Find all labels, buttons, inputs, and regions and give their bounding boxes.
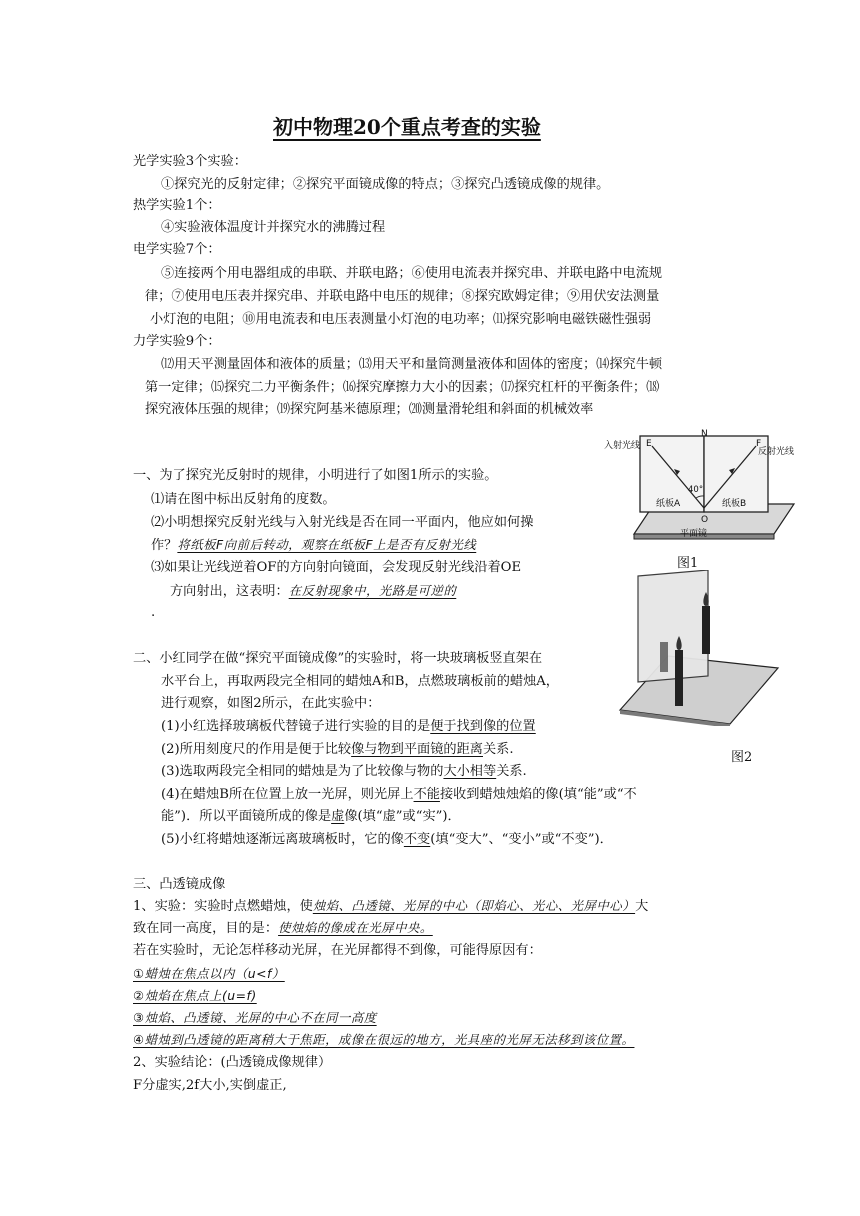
figure-2-caption: 图2 [731, 750, 753, 765]
q3-line2-text: 致在同一高度，目的是： [133, 921, 279, 936]
q1-part3-answer: 在反射现象中，光路是可逆的 [288, 583, 457, 598]
q2-sub5-answer: 不变 [403, 832, 431, 847]
q3-line3: 若在实验时，无论怎样移动光屏，在光屏都得不到像，可能得原因有： [133, 943, 542, 958]
q2-sub3-answer: 大小相等 [443, 764, 497, 779]
q2-sub4b-text: 能”)．所以平面镜所成的像是 [161, 809, 332, 824]
q2-sub4-suffix: 接收到蜡烛烛焰的像(填“能”或“不 [439, 787, 637, 802]
figure-1-reflection-diagram [604, 426, 796, 546]
reflected-label: 反射光线 [758, 447, 795, 457]
mechanics-items-line3: 探究液体压强的规律；⒆探究阿基米德原理；⒇测量滑轮组和斜面的机械效率 [145, 402, 594, 417]
q2-line3: 进行观察，如图2所示，在此实验中： [161, 696, 381, 711]
q1-part1: ⑴请在图中标出反射角的度数。 [151, 492, 336, 507]
candle-b [702, 606, 710, 654]
q2-sub4-continued [161, 807, 461, 827]
electric-items-line2: 律；⑦使用电压表并探究串、并联电路中电压的规律；⑧探究欧姆定律；⑨用伏安法测量 [145, 289, 660, 304]
mechanics-items-line2: 第一定律；⒂探究二力平衡条件；⒃探究摩擦力大小的因素；⒄探究杠杆的平衡条件；⒅ [145, 380, 660, 395]
optics-heading: 光学实验3个实验： [133, 154, 247, 169]
q3-reason-1: ①蜡烛在焦点以内（u<f） [133, 966, 285, 981]
mechanics-items-line1: ⑿用天平测量固体和液体的质量；⒀用天平和量筒测量液体和固体的密度；⒁探究牛顿 [161, 357, 663, 372]
point-f-label: F [756, 439, 762, 449]
q1-part2-answer: 将纸板F向前后转动，观察在纸板F上是否有反射光线 [177, 537, 477, 552]
optics-items: ①探究光的反射定律；②探究平面镜成像的特点；③探究凸透镜成像的规律。 [161, 177, 610, 192]
q3-reason-2: ②烛焰在焦点上(u=f) [133, 988, 257, 1003]
q3-line2 [133, 918, 433, 939]
candle-image [660, 642, 668, 672]
mechanics-heading: 力学实验9个： [133, 334, 221, 349]
q3-line1 [133, 896, 648, 917]
q2-sub3 [161, 762, 527, 782]
q2-sub1-text: (1)小红选择玻璃板代替镜子进行实验的目的是 [161, 719, 431, 734]
q3-line4: 2、实验结论：(凸透镜成像规律） [133, 1055, 332, 1070]
q2-heading: 二、小红同学在做“探究平面镜成像”的实验时，将一块玻璃板竖直架在 [133, 651, 543, 666]
q1-heading: 一、为了探究光反射时的规律，小明进行了如图1所示的实验。 [133, 468, 498, 483]
q1-part2-answer-line [151, 535, 476, 556]
point-o-label: O [701, 515, 709, 525]
electric-items-line1: ⑤连接两个用电器组成的串联、并联电路；⑥使用电流表并探究串、并联电路中电流规 [161, 266, 663, 281]
q2-sub2 [161, 740, 514, 760]
q1-part3-prefix: 方向射出，这表明： [170, 584, 289, 599]
q3-line1-answer: 烛焰、凸透镜、光屏的中心（即焰心、光心、光屏中心） [312, 898, 636, 913]
q2-sub5-text: (5)小红将蜡烛逐渐远离玻璃板时，它的像 [161, 832, 404, 847]
electric-heading: 电学实验7个： [133, 242, 221, 257]
q2-sub4 [161, 785, 637, 805]
board-a-label: 纸板A [656, 499, 681, 509]
q3-line5: F分虚实,2f大小,实倒虚正, [133, 1078, 287, 1093]
q2-sub1 [161, 717, 536, 737]
board-b-label: 纸板B [722, 499, 747, 509]
q1-period: . [151, 605, 156, 620]
page-title: 初中物理20个重点考查的实验 [273, 115, 541, 139]
point-n-label: N [701, 429, 708, 439]
q2-sub5-suffix: (填“变大”、“变小”或“不变”)． [430, 832, 613, 847]
figure-1-caption: 图1 [677, 556, 699, 571]
q3-line1-suffix: 大 [635, 899, 649, 914]
q2-sub3-text: (3)选取两段完全相同的蜡烛是为了比较像与物的 [161, 764, 444, 779]
q2-sub1-answer: 便于找到像的位置 [430, 719, 536, 734]
q3-line1-text: 1、实验：实验时点燃蜡烛，使 [133, 899, 313, 914]
q3-reason-4: ④蜡烛到凸透镜的距离稍大于焦距，成像在很远的地方，光具座的光屏无法移到该位置。 [133, 1032, 635, 1047]
q2-sub4-text: (4)在蜡烛B所在位置上放一光屏，则光屏上 [161, 787, 414, 802]
incident-label: 入射光线 [604, 441, 641, 451]
q2-sub2-suffix: 关系. [483, 742, 514, 757]
q1-part3-answer-line [170, 581, 456, 602]
q3-line2-answer: 使烛焰的像成在光屏中央。 [278, 920, 433, 935]
figure-2-candle-mirror-diagram [618, 570, 780, 726]
electric-items-line3: 小灯泡的电阻；⑩用电流表和电压表测量小灯泡的电功率；⑾探究影响电磁铁磁性强弱 [150, 312, 652, 327]
angle-label: 40° [688, 485, 704, 495]
q2-sub2-answer: 像与物到平面镜的距离 [351, 742, 483, 757]
q2-sub4-answer: 不能 [413, 787, 440, 802]
q3-heading: 三、凸透镜成像 [133, 877, 226, 892]
candle-a [675, 650, 683, 706]
point-e-label: E [646, 439, 652, 449]
glass-plate [638, 570, 708, 682]
q2-sub4b-answer: 虚 [331, 809, 345, 824]
q1-part2-prefix: 作？ [151, 538, 178, 553]
q2-line2: 水平台上，再取两段完全相同的蜡烛A和B，点燃玻璃板前的蜡烛A， [161, 674, 559, 689]
q2-sub3-suffix: 关系. [496, 764, 527, 779]
q1-part2: ⑵小明想探究反射光线与入射光线是否在同一平面内，他应如何操 [151, 515, 534, 530]
q2-sub2-text: (2)所用刻度尺的作用是便于比较 [161, 742, 352, 757]
heat-heading: 热学实验1个： [133, 198, 221, 213]
heat-items: ④实验液体温度计并探究水的沸腾过程 [161, 220, 386, 235]
q1-part3: ⑶如果让光线逆着OF的方向射向镜面，会发现反射光线沿着OE [151, 560, 522, 575]
q2-sub4b-suffix: 像(填“虚”或“实”)． [344, 809, 461, 824]
mirror-label: 平面镜 [680, 529, 708, 539]
q3-reason-3: ③烛焰、凸透镜、光屏的中心不在同一高度 [133, 1010, 377, 1025]
q2-sub5 [161, 830, 613, 850]
